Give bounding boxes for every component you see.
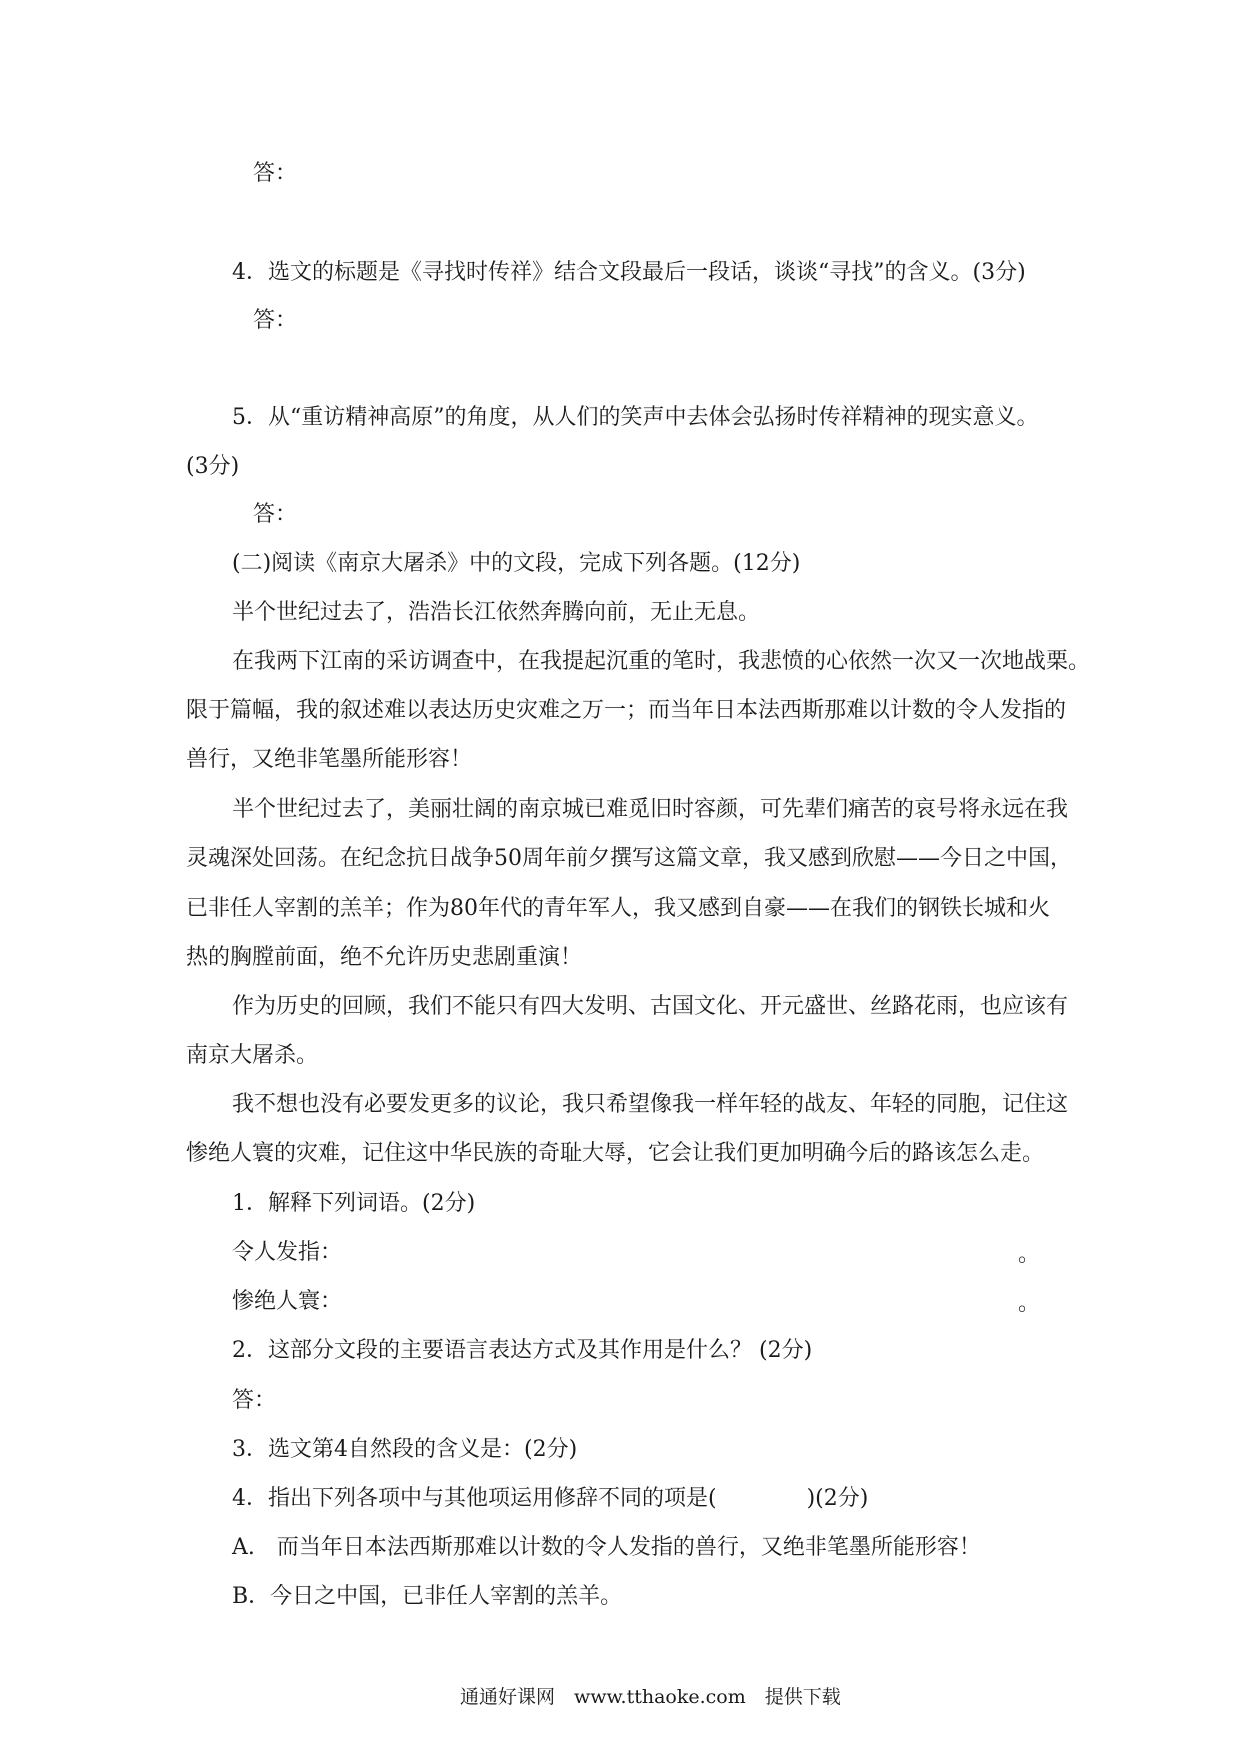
word-2-label: 惨绝人寰： bbox=[232, 1289, 343, 1314]
section-heading: (二)阅读《南京大屠杀》中的文段，完成下列各题。(12分) bbox=[232, 551, 801, 576]
question-5-points: (3分) bbox=[186, 454, 240, 479]
answer-label: 答： bbox=[253, 308, 298, 333]
option-b: B．今日之中国，已非任人宰割的羔羊。 bbox=[232, 1584, 623, 1609]
word-1-label: 令人发指： bbox=[232, 1240, 343, 1265]
question-1: 1．解释下列词语。(2分) bbox=[232, 1191, 476, 1216]
answer-label: 答： bbox=[253, 502, 298, 527]
question-3: 3．选文第4自然段的含义是：(2分) bbox=[232, 1437, 578, 1462]
paragraph-1: 半个世纪过去了，浩浩长江依然奔腾向前，无止无息。 bbox=[232, 600, 761, 625]
question-4-choice: 4．指出下列各项中与其他项运用修辞不同的项是( )(2分) bbox=[232, 1486, 869, 1511]
question-4: 4．选文的标题是《寻找时传祥》结合文段最后一段话，谈谈“寻找”的含义。(3分) bbox=[232, 260, 1026, 285]
question-5: 5．从“重访精神高原”的角度，从人们的笑声中去体会弘扬时传祥精神的现实意义。 bbox=[232, 405, 1039, 430]
answer-label: 答： bbox=[253, 161, 298, 186]
page-footer: 通通好课网 www.tthaoke.com 提供下载 bbox=[460, 1686, 841, 1708]
option-a: A. 而当年日本法西斯那难以计数的令人发指的兽行，又绝非笔墨所能形容！ bbox=[232, 1535, 981, 1560]
blank-end-mark: 。 bbox=[1018, 1242, 1041, 1267]
blank-end-mark: 。 bbox=[1018, 1291, 1041, 1316]
question-2: 2．这部分文段的主要语言表达方式及其作用是什么？ (2分) bbox=[232, 1338, 813, 1363]
answer-label: 答： bbox=[232, 1388, 277, 1413]
